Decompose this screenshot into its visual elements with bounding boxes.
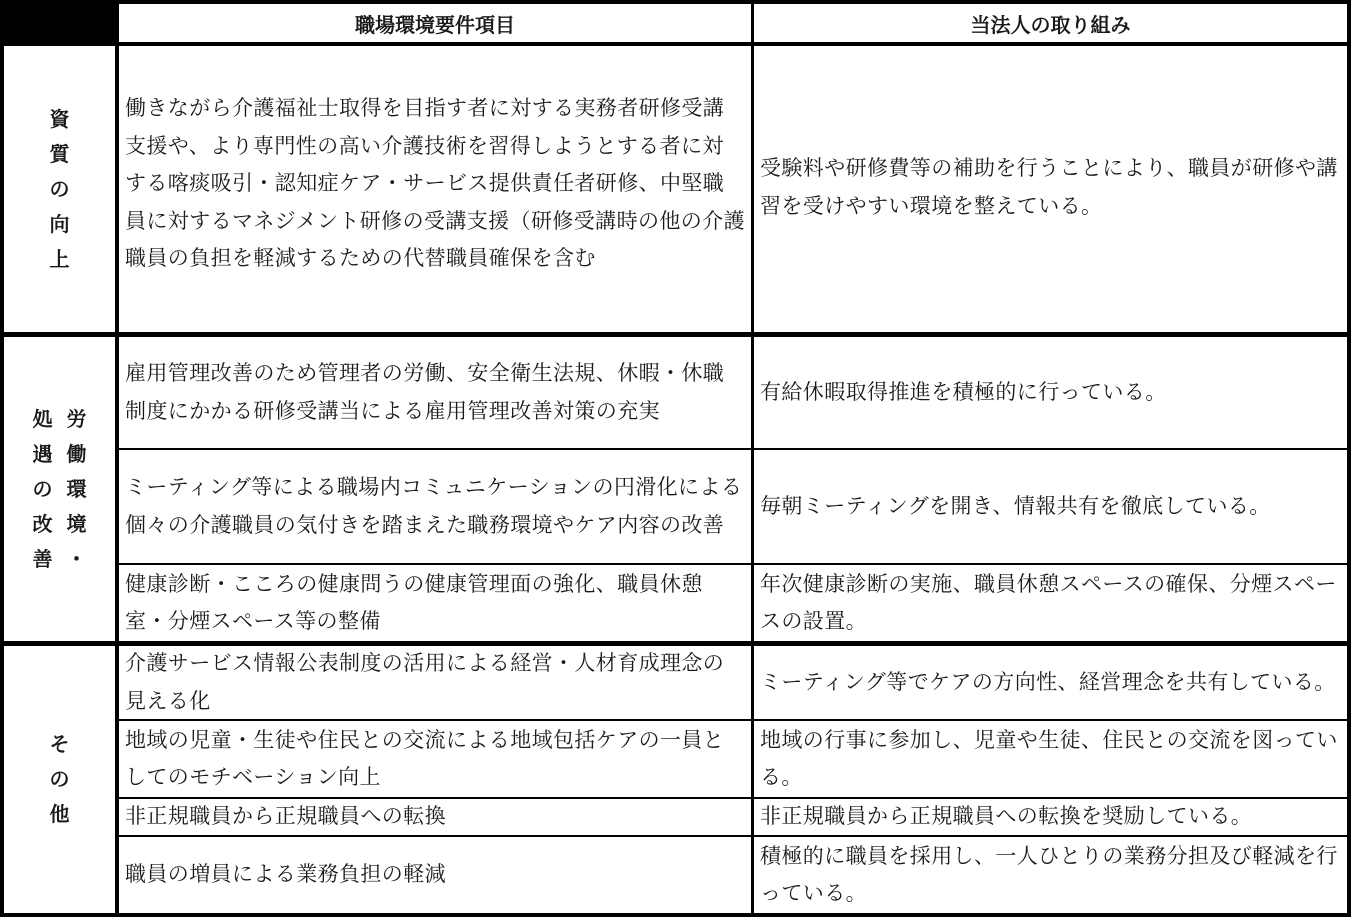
requirement-text: 職員の増員による業務負担の軽減 — [125, 862, 446, 887]
category-char: 上 — [49, 246, 70, 271]
effort-cell — [754, 837, 1347, 913]
requirement-text: ミーティング等による職場内コミュニケーションの円滑化による個々の介護職員の気付きを踏まえた職務環境やケア内容の改善 — [125, 475, 743, 537]
category-char: の — [49, 176, 70, 201]
effort-text: 積極的に職員を採用し、一人ひとりの業務分担及び軽減を行っている。 — [760, 843, 1338, 905]
requirement-cell — [119, 450, 751, 563]
requirement-text: 非正規職員から正規職員への転換 — [125, 804, 446, 829]
requirement-text: 雇用管理改善のため管理者の労働、安全衛生法規、休暇・休職制度にかかる研修受講当による雇用管理改善対策の充実 — [125, 361, 725, 423]
column-header-efforts: 当法人の取り組み — [970, 12, 1131, 37]
effort-cell — [754, 799, 1347, 835]
requirement-text: 健康診断・こころの健康問うの健康管理面の強化、職員休憩室・分煙スペース等の整備 — [125, 571, 703, 633]
category-char: ・ — [66, 546, 87, 571]
category-char: 遇 — [32, 441, 53, 466]
category-char: 他 — [49, 802, 70, 826]
category-char: 働 — [66, 441, 87, 466]
category-char: そ — [49, 732, 70, 756]
column-header-requirements: 職場環境要件項目 — [355, 12, 515, 37]
category-char: 善 — [32, 546, 53, 571]
category-char: 向 — [49, 211, 70, 236]
category-char: 労 — [66, 406, 87, 431]
category-char: 質 — [49, 141, 70, 166]
effort-text: ミーティング等でケアの方向性、経営理念を共有している。 — [760, 669, 1336, 694]
effort-text: 非正規職員から正規職員への転換を奨励している。 — [760, 804, 1253, 829]
category-working-environment — [4, 337, 115, 641]
category-qualification — [4, 46, 115, 332]
effort-cell — [754, 646, 1347, 719]
effort-text: 有給休暇取得推進を積極的に行っている。 — [760, 379, 1167, 404]
effort-text: 受験料や研修費等の補助を行うことにより、職員が研修や講習を受けやすい環境を整えている。 — [760, 156, 1338, 218]
category-char: の — [49, 767, 70, 791]
header-corner — [0, 0, 118, 46]
requirement-text: 働きながら介護福祉士取得を目指す者に対する実務者研修受講支援や、より専門性の高い介護技術を習得しようとする者に対する喀痰吸引・認知症ケア・サービス提供責任者研修、中堅職員に対するマネジメント研修の受講支援（研修受講時の他の介護職員の負担を軽減するための代替職員確保を含む — [125, 96, 745, 270]
requirement-cell — [119, 565, 751, 641]
category-char: の — [32, 476, 53, 501]
requirement-cell — [119, 646, 751, 719]
effort-cell — [754, 337, 1347, 448]
category-char: 資 — [49, 106, 70, 131]
requirement-text: 介護サービス情報公表制度の活用による経営・人材育成理念の見える化 — [125, 651, 725, 713]
requirement-cell — [119, 799, 751, 835]
requirement-cell — [119, 721, 751, 797]
category-other — [4, 646, 115, 913]
effort-cell — [754, 46, 1347, 332]
effort-text: 年次健康診断の実施、職員休憩スペースの確保、分煙スペースの設置。 — [760, 571, 1337, 633]
category-char: 境 — [66, 511, 87, 536]
requirement-text: 地域の児童・生徒や住民との交流による地域包括ケアの一員としてのモチベーション向上 — [125, 727, 725, 789]
effort-cell — [754, 450, 1347, 563]
effort-cell — [754, 565, 1347, 641]
effort-cell — [754, 721, 1347, 797]
category-char: 改 — [32, 511, 53, 536]
requirement-cell — [119, 837, 751, 913]
category-char: 環 — [66, 476, 87, 501]
category-char: 処 — [32, 406, 53, 431]
effort-text: 地域の行事に参加し、児童や生徒、住民との交流を図っている。 — [760, 727, 1338, 789]
requirement-cell — [119, 46, 751, 332]
requirement-cell — [119, 337, 751, 448]
effort-text: 毎朝ミーティングを開き、情報共有を徹底している。 — [760, 493, 1271, 518]
